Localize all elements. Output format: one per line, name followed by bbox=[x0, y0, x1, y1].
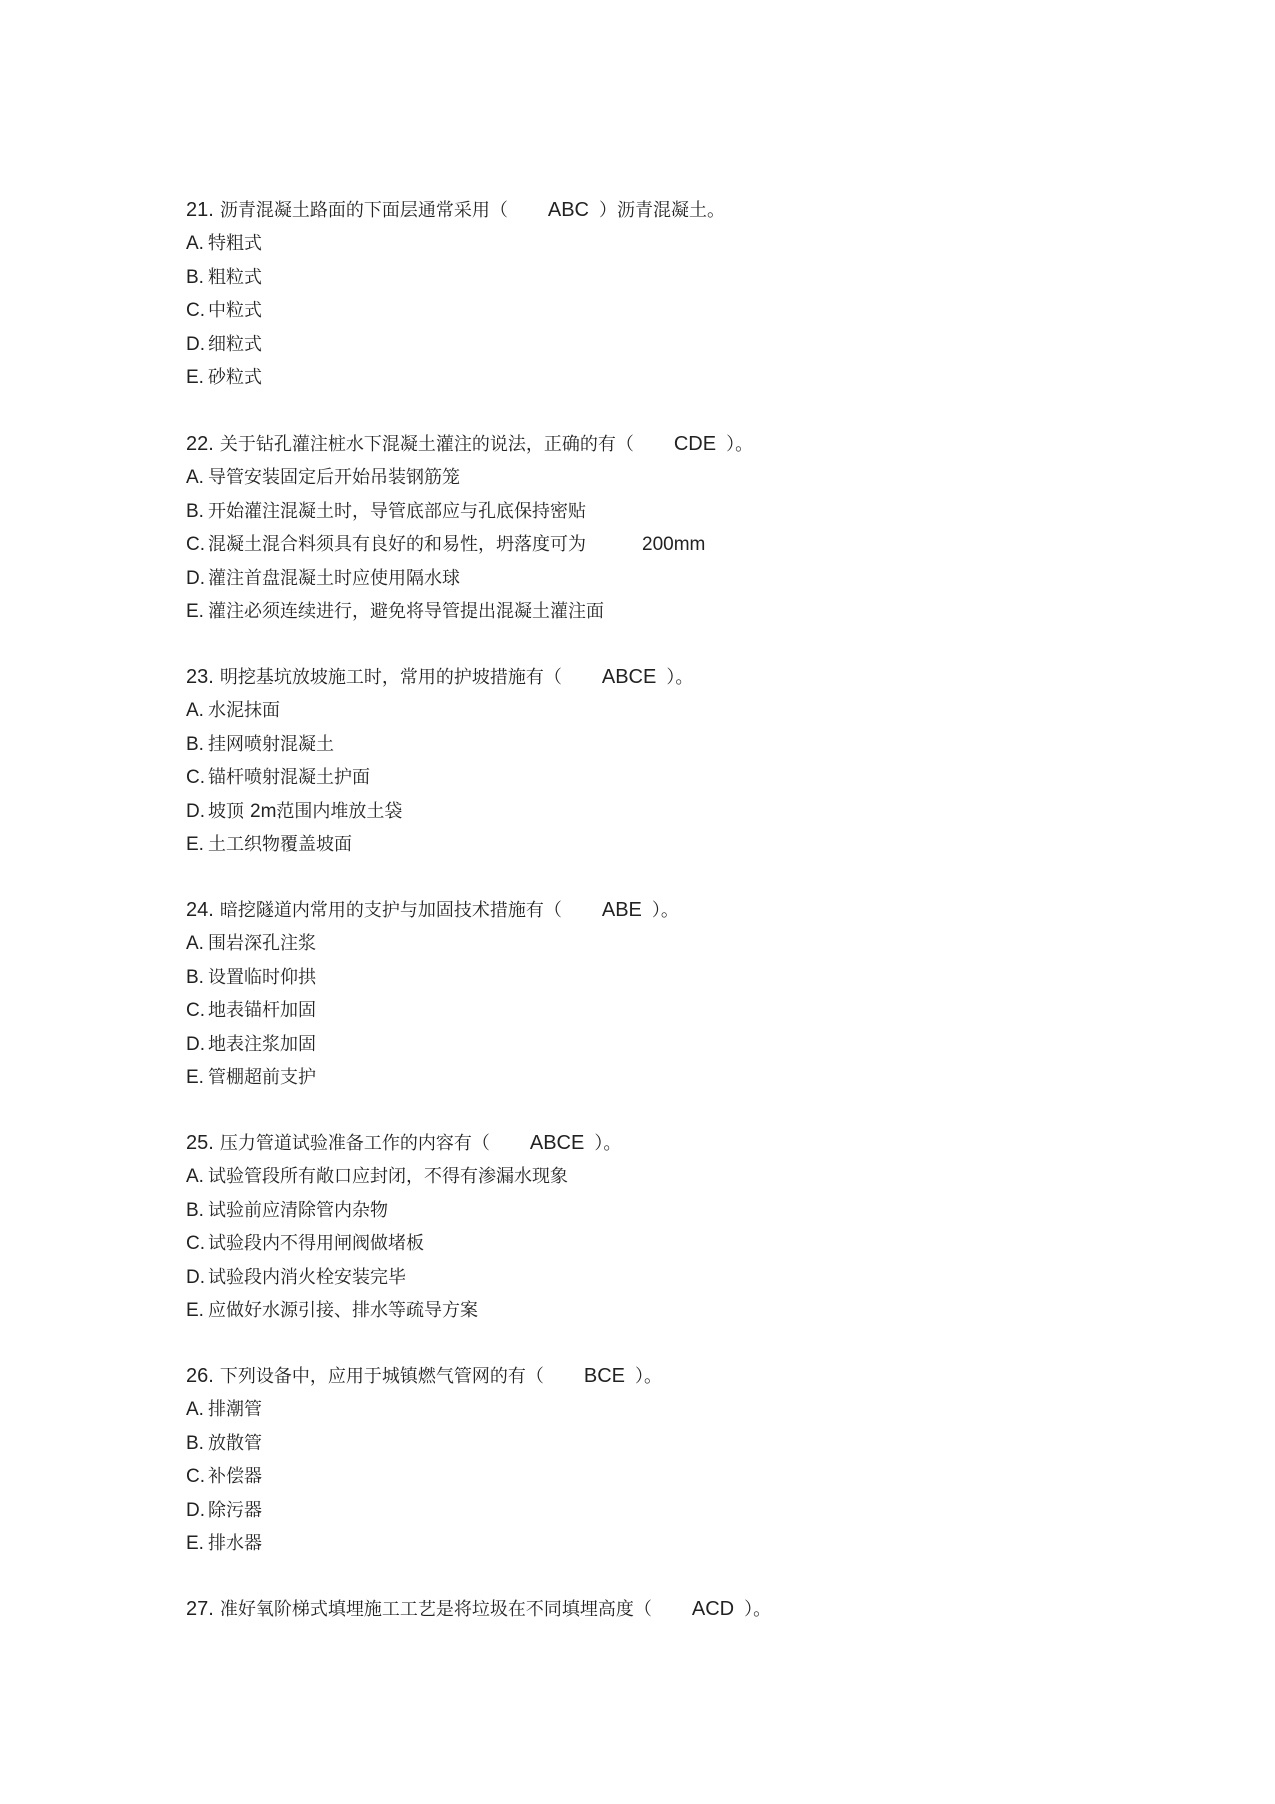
option-letter: C. bbox=[186, 1233, 205, 1255]
option-text: 排水器 bbox=[208, 1533, 262, 1555]
answer-key: BCE bbox=[583, 1365, 625, 1387]
option-letter: C. bbox=[186, 1466, 205, 1488]
question-text: 下列设备中，应用于城镇燃气管网的有（ bbox=[219, 1366, 544, 1387]
question-27 bbox=[186, 1592, 1086, 1626]
option-text: 除污器 bbox=[208, 1499, 262, 1521]
question-text: 关于钻孔灌注桩水下混凝土灌注的说法，正确的有（ bbox=[219, 434, 634, 455]
option-c bbox=[186, 1460, 1086, 1494]
option-letter: B. bbox=[186, 1199, 204, 1221]
option-text: 管棚超前支护 bbox=[208, 1067, 316, 1089]
option-text: 粗粒式 bbox=[208, 266, 262, 288]
option-letter: B. bbox=[186, 733, 204, 755]
option-e bbox=[186, 595, 1086, 629]
option-text: 试验管段所有敞口应封闭，不得有渗漏水现象 bbox=[208, 1166, 568, 1187]
option-text: 地表注浆加固 bbox=[208, 1033, 316, 1055]
option-letter: B. bbox=[186, 266, 204, 288]
option-letter: A. bbox=[186, 933, 204, 954]
option-letter: D. bbox=[186, 567, 205, 589]
option-letter: C. bbox=[186, 534, 205, 556]
option-c bbox=[186, 994, 1086, 1028]
option-d bbox=[186, 562, 1086, 596]
option-a bbox=[186, 1393, 1086, 1427]
option-text: 排潮管 bbox=[208, 1399, 262, 1420]
question-text: 暗挖隧道内常用的支护与加固技术措施有（ bbox=[219, 900, 562, 921]
question-text-end: ）。 bbox=[744, 1599, 772, 1620]
question-stem bbox=[186, 1359, 1086, 1393]
option-text: 放散管 bbox=[208, 1432, 262, 1454]
option-a bbox=[186, 927, 1086, 961]
option-text: 坡顶 bbox=[208, 800, 244, 822]
option-letter: A. bbox=[186, 467, 204, 488]
option-text: 试验段内不得用闸阀做堵板 bbox=[208, 1233, 424, 1255]
question-21 bbox=[186, 193, 1086, 395]
question-stem bbox=[186, 660, 1086, 694]
option-e bbox=[186, 1527, 1086, 1561]
question-text-end: ）。 bbox=[594, 1133, 622, 1154]
option-text: 水泥抹面 bbox=[208, 700, 280, 721]
option-a bbox=[186, 1160, 1086, 1194]
option-text: 试验段内消火栓安装完毕 bbox=[208, 1266, 406, 1288]
option-text: 锚杆喷射混凝土护面 bbox=[208, 767, 370, 789]
option-letter: E. bbox=[186, 834, 204, 856]
option-a bbox=[186, 461, 1086, 495]
answer-key: CDE bbox=[673, 433, 717, 455]
option-d bbox=[186, 1494, 1086, 1528]
option-text: 特粗式 bbox=[208, 233, 262, 254]
option-text: 开始灌注混凝土时，导管底部应与孔底保持密贴 bbox=[208, 500, 586, 522]
option-text: 砂粒式 bbox=[208, 367, 262, 389]
question-text: 压力管道试验准备工作的内容有（ bbox=[219, 1133, 490, 1154]
option-d bbox=[186, 328, 1086, 362]
question-number: 26. bbox=[186, 1365, 214, 1387]
option-c bbox=[186, 761, 1086, 795]
option-letter: A. bbox=[186, 700, 204, 721]
question-text: 沥青混凝土路面的下面层通常采用（ bbox=[219, 200, 508, 221]
answer-key: ACD bbox=[691, 1598, 735, 1620]
option-d bbox=[186, 795, 1086, 829]
question-23 bbox=[186, 660, 1086, 862]
option-e bbox=[186, 1294, 1086, 1328]
option-e bbox=[186, 828, 1086, 862]
option-letter: A. bbox=[186, 1399, 204, 1420]
option-text: 导管安装固定后开始吊装钢筋笼 bbox=[208, 467, 460, 488]
option-letter: E. bbox=[186, 1067, 204, 1089]
option-c bbox=[186, 294, 1086, 328]
question-stem bbox=[186, 1592, 1086, 1626]
question-stem bbox=[186, 893, 1086, 927]
option-text-end: 范围内堆放土袋 bbox=[276, 800, 403, 822]
question-text-end: ）。 bbox=[651, 900, 679, 921]
question-24 bbox=[186, 893, 1086, 1095]
question-22 bbox=[186, 427, 1086, 629]
option-a bbox=[186, 227, 1086, 261]
option-e bbox=[186, 1061, 1086, 1095]
option-text: 灌注首盘混凝土时应使用隔水球 bbox=[208, 567, 460, 589]
question-26 bbox=[186, 1359, 1086, 1561]
option-letter: E. bbox=[186, 601, 204, 623]
option-letter: A. bbox=[186, 233, 204, 254]
option-letter: B. bbox=[186, 1432, 204, 1454]
question-stem bbox=[186, 193, 1086, 227]
question-25 bbox=[186, 1126, 1086, 1328]
option-d bbox=[186, 1028, 1086, 1062]
question-stem bbox=[186, 1126, 1086, 1160]
option-letter: D. bbox=[186, 1499, 205, 1521]
option-b bbox=[186, 728, 1086, 762]
option-b bbox=[186, 1194, 1086, 1228]
question-number: 24. bbox=[186, 899, 214, 921]
answer-key: ABC bbox=[547, 199, 589, 221]
answer-key: ABE bbox=[601, 899, 642, 921]
option-value: 200mm bbox=[642, 534, 706, 556]
option-text: 挂网喷射混凝土 bbox=[208, 733, 334, 755]
option-text: 灌注必须连续进行，避免将导管提出混凝土灌注面 bbox=[208, 601, 604, 623]
question-text-end: ）。 bbox=[726, 434, 754, 455]
option-letter: E. bbox=[186, 367, 204, 389]
option-text: 地表锚杆加固 bbox=[208, 1000, 316, 1022]
answer-key: ABCE bbox=[601, 666, 657, 688]
answer-key: ABCE bbox=[529, 1132, 585, 1154]
option-letter: E. bbox=[186, 1300, 204, 1322]
option-value: 2m bbox=[250, 800, 277, 822]
option-letter: D. bbox=[186, 333, 205, 355]
option-letter: D. bbox=[186, 1266, 205, 1288]
option-b bbox=[186, 261, 1086, 295]
question-number: 21. bbox=[186, 199, 214, 221]
option-a bbox=[186, 694, 1086, 728]
question-number: 23. bbox=[186, 666, 214, 688]
option-b bbox=[186, 495, 1086, 529]
question-text: 准好氧阶梯式填埋施工工艺是将垃圾在不同填埋高度（ bbox=[219, 1599, 652, 1620]
option-c bbox=[186, 528, 1086, 562]
question-stem bbox=[186, 427, 1086, 461]
option-d bbox=[186, 1261, 1086, 1295]
option-text: 试验前应清除管内杂物 bbox=[208, 1199, 388, 1221]
option-text: 细粒式 bbox=[208, 333, 262, 355]
option-letter: D. bbox=[186, 800, 205, 822]
question-number: 25. bbox=[186, 1132, 214, 1154]
option-b bbox=[186, 961, 1086, 995]
option-e bbox=[186, 361, 1086, 395]
option-letter: C. bbox=[186, 300, 205, 322]
question-text-end: ）沥青混凝土。 bbox=[598, 200, 725, 221]
question-text-end: ）。 bbox=[634, 1366, 662, 1387]
option-letter: D. bbox=[186, 1033, 205, 1055]
question-number: 27. bbox=[186, 1598, 214, 1620]
option-text: 土工织物覆盖坡面 bbox=[208, 834, 352, 856]
option-letter: C. bbox=[186, 1000, 205, 1022]
option-text: 设置临时仰拱 bbox=[208, 966, 316, 988]
option-b bbox=[186, 1427, 1086, 1461]
option-letter: A. bbox=[186, 1166, 204, 1187]
question-number: 22. bbox=[186, 433, 214, 455]
option-letter: B. bbox=[186, 966, 204, 988]
option-text: 混凝土混合料须具有良好的和易性，坍落度可为 bbox=[208, 534, 586, 556]
option-text: 补偿器 bbox=[208, 1466, 262, 1488]
option-letter: E. bbox=[186, 1533, 204, 1555]
option-letter: B. bbox=[186, 500, 204, 522]
option-c bbox=[186, 1227, 1086, 1261]
option-text: 应做好水源引接、排水等疏导方案 bbox=[208, 1300, 478, 1322]
question-text: 明挖基坑放坡施工时，常用的护坡措施有（ bbox=[219, 667, 562, 688]
option-text: 中粒式 bbox=[208, 300, 262, 322]
option-text: 围岩深孔注浆 bbox=[208, 933, 316, 954]
option-letter: C. bbox=[186, 767, 205, 789]
question-text-end: ）。 bbox=[666, 667, 694, 688]
